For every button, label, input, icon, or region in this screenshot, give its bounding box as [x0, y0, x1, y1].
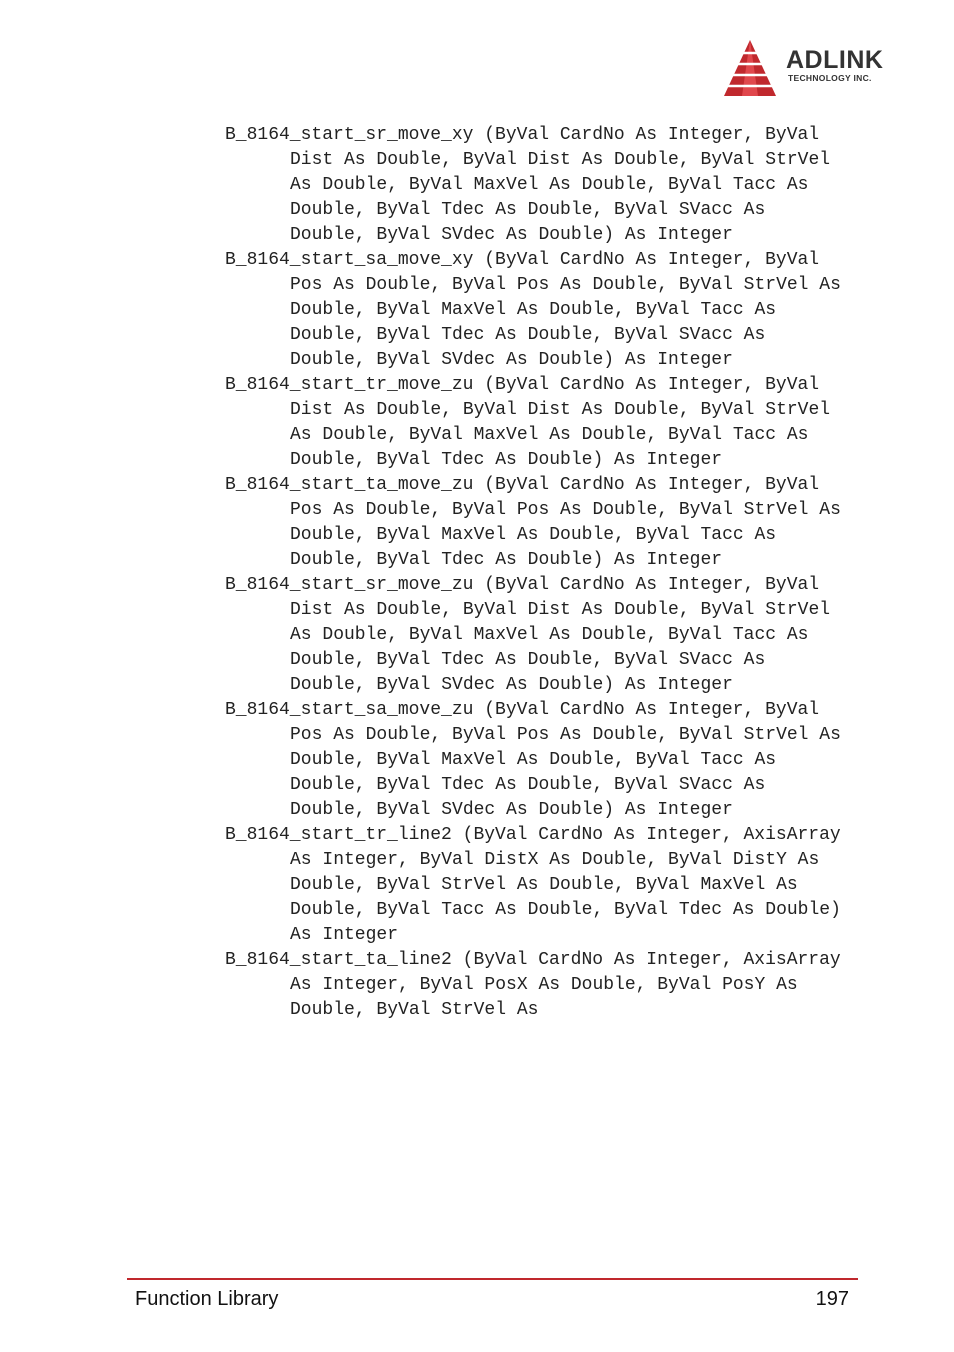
footer-divider [127, 1278, 858, 1280]
function-declarations [225, 123, 845, 1023]
declaration-entry: B_8164_start_sr_move_zu (ByVal CardNo As Integer, ByVal Dist As Double, ByVal Dist As Double, ByVal StrVel As Double, ByVal MaxVel As Double, ByVal Tacc As Double, ByVal Tdec As Double, ByVal SVacc As Double, ByVal SVdec As Double) As Integer [225, 575, 831, 695]
logo-wordmark: ADLINK [786, 46, 884, 74]
company-logo [722, 38, 912, 100]
declaration-entry: B_8164_start_sa_move_xy (ByVal CardNo As Integer, ByVal Pos As Double, ByVal Pos As Double, ByVal StrVel As Double, ByVal MaxVel As Double, ByVal Tacc As Double, ByVal Tdec As Double, ByVal SVacc As Double, ByVal SVdec As Double) As Integer [225, 250, 841, 370]
footer-section-title: Function Library [135, 1288, 279, 1310]
pyramid-logo-icon [722, 38, 782, 100]
declaration-entry: B_8164_start_sa_move_zu (ByVal CardNo As Integer, ByVal Pos As Double, ByVal Pos As Double, ByVal StrVel As Double, ByVal MaxVel As Double, ByVal Tacc As Double, ByVal Tdec As Double, ByVal SVacc As Double, ByVal SVdec As Double) As Integer [225, 700, 841, 820]
logo-subtitle: TECHNOLOGY INC. [788, 73, 872, 83]
declaration-entry: B_8164_start_sr_move_xy (ByVal CardNo As Integer, ByVal Dist As Double, ByVal Dist As Double, ByVal StrVel As Double, ByVal MaxVel As Double, ByVal Tacc As Double, ByVal Tdec As Double, ByVal SVacc As Double, ByVal SVdec As Double) As Integer [225, 125, 831, 245]
declaration-entry: B_8164_start_tr_line2 (ByVal CardNo As Integer, AxisArray As Integer, ByVal DistX As Double, ByVal DistY As Double, ByVal StrVel As Double, ByVal MaxVel As Double, ByVal Tacc As Double, ByVal Tdec As Double) As Integer [225, 825, 841, 945]
page-number: 197 [815, 1288, 849, 1310]
declaration-entry: B_8164_start_ta_line2 (ByVal CardNo As Integer, AxisArray As Integer, ByVal PosX As Double, ByVal PosY As Double, ByVal StrVel As [225, 950, 841, 1020]
declaration-entry: B_8164_start_tr_move_zu (ByVal CardNo As Integer, ByVal Dist As Double, ByVal Dist As Double, ByVal StrVel As Double, ByVal MaxVel As Double, ByVal Tacc As Double, ByVal Tdec As Double) As Integer [225, 375, 831, 470]
declaration-entry: B_8164_start_ta_move_zu (ByVal CardNo As Integer, ByVal Pos As Double, ByVal Pos As Double, ByVal StrVel As Double, ByVal MaxVel As Double, ByVal Tacc As Double, ByVal Tdec As Double) As Integer [225, 475, 841, 570]
